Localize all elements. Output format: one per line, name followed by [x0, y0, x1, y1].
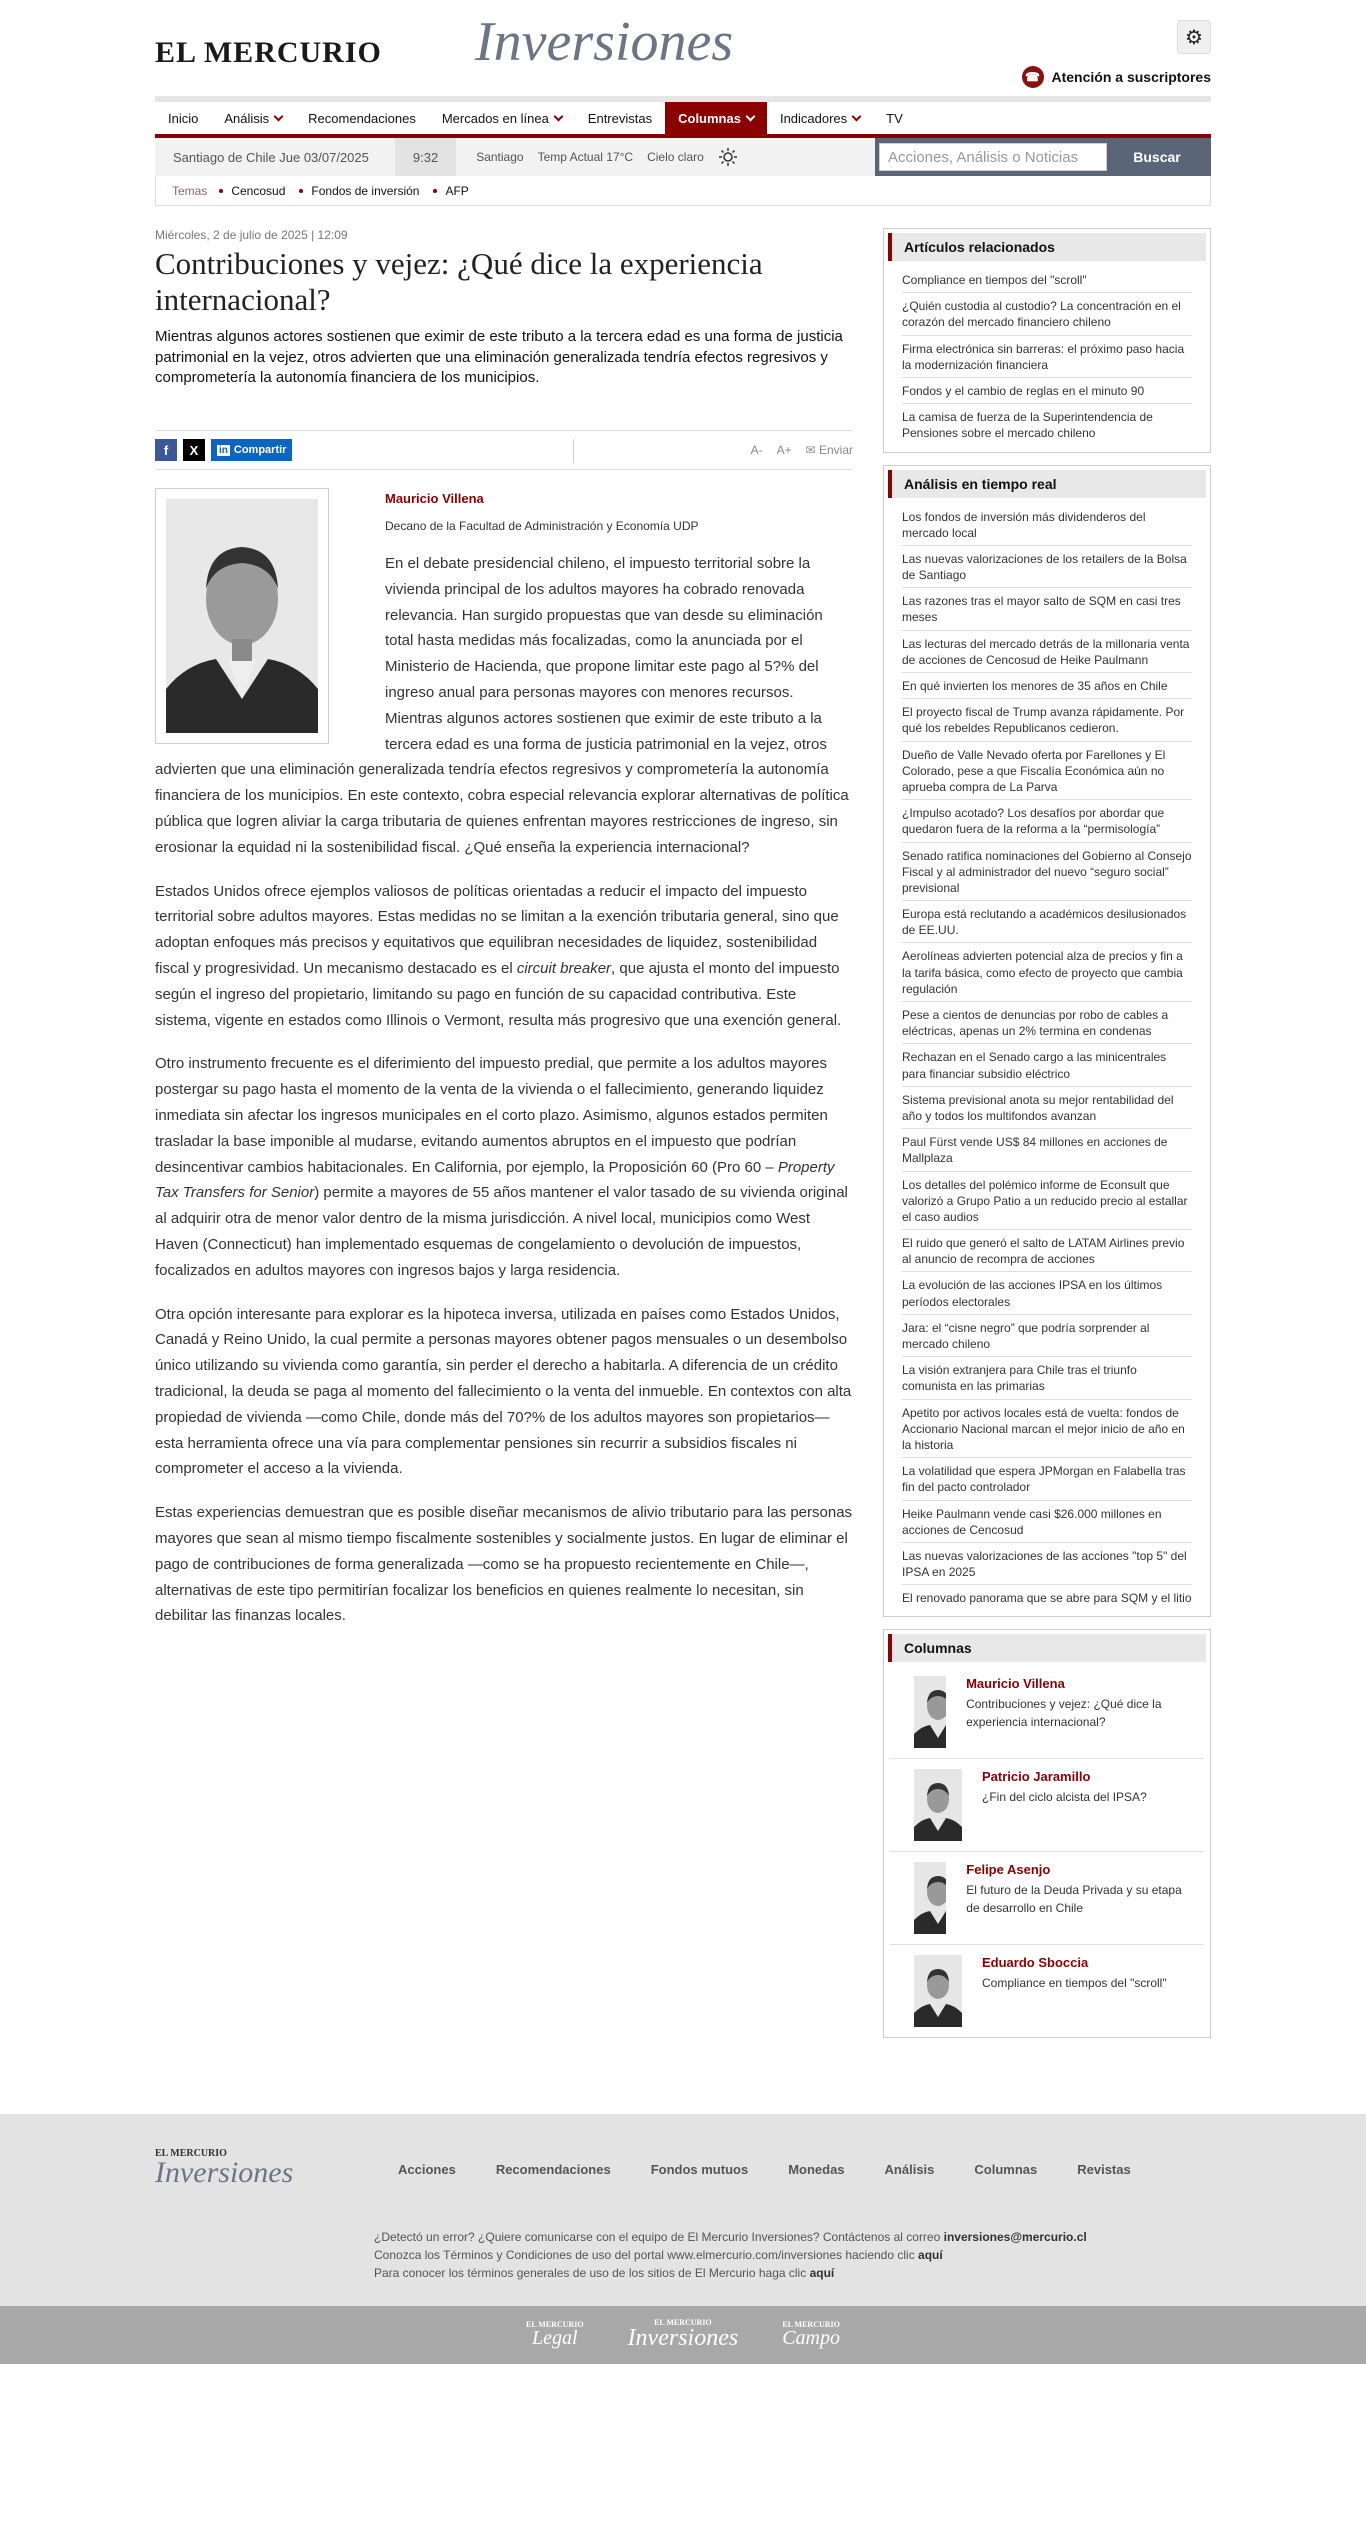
columnist-name[interactable]: Eduardo Sboccia: [982, 1955, 1089, 1971]
columnist-photo: [914, 1862, 946, 1934]
general-terms-link[interactable]: aquí: [809, 2266, 835, 2281]
bottom-bar: [0, 2306, 1366, 2364]
article-main: [155, 228, 853, 2050]
article-paragraph: En el debate presidencial chileno, el impuesto territorial sobre la vivienda principal de los adultos mayores ha cobrado renovada relevancia. Han surgido propuestas que van desde su eliminación total hasta medidas más focalizadas, como la anunciada por el Ministerio de Hacienda, que propone limitar este pago al 5?% del ingreso anual para personas mayores con menores recursos. Mientras algunos actores sostienen que eximir de este tributo a la tercera edad es una forma de justicia patrimonial en la vejez, otros advierten que una eliminación generalizada tendría efectos regresivos y comprometería la autonomía financiera de los municipios. En este contexto, cobra especial relevancia explorar alternativas de política pública que logren aliviar la carga tributaria de quienes enfrentan mayores restricciones de ingreso, sin erosionar la equidad ni la sostenibilidad fiscal. ¿Qué enseña la experiencia internacional?: [155, 555, 849, 856]
columnist-photo: [914, 1676, 946, 1748]
weather-sky: Cielo claro: [647, 150, 704, 164]
related-articles-title: Artículos relacionados: [888, 233, 1206, 261]
search-box: [875, 138, 1211, 176]
columnist-name[interactable]: Mauricio Villena: [966, 1676, 1065, 1692]
list-item[interactable]: Pese a cientos de denuncias por robo de cables a eléctricas, apenas un 2% termina en condenas: [902, 1002, 1192, 1044]
tema-tag[interactable]: Cencosud: [219, 184, 285, 198]
footer-link[interactable]: Fondos mutuos: [650, 2162, 749, 2178]
list-item[interactable]: Las lecturas del mercado detrás de la millonaria venta de acciones de Cencosud de Heike Paulmann: [902, 631, 1192, 673]
list-item[interactable]: Heike Paulmann vende casi $26.000 millones en acciones de Cencosud: [902, 1501, 1192, 1543]
atencion-label: Atención a suscriptores: [1051, 69, 1211, 85]
list-item[interactable]: Los detalles del polémico informe de Econsult que valorizó a Grupo Patio a un reducido precio al estallar el caso audios: [902, 1172, 1192, 1231]
column-title[interactable]: ¿Fin del ciclo alcista del IPSA?: [982, 1790, 1147, 1805]
list-item[interactable]: ¿Impulso acotado? Los desafíos por abordar que quedaron fuera de la reforma a la “permisología”: [902, 800, 1192, 842]
list-item[interactable]: Jara: el “cisne negro” que podría sorprender al mercado chileno: [902, 1315, 1192, 1357]
send-button[interactable]: ✉ Enviar: [805, 443, 853, 458]
column-title[interactable]: Contribuciones y vejez: ¿Qué dice la experiencia internacional?: [966, 1697, 1162, 1730]
list-item[interactable]: Apetito por activos locales está de vuelta: fondos de Accionario Nacional marcan el mejor inicio de año en la historia: [902, 1400, 1192, 1459]
font-increase-button[interactable]: A+: [776, 443, 792, 458]
search-input[interactable]: [879, 143, 1107, 171]
related-articles-list: [884, 265, 1210, 452]
chevron-down-icon: [274, 111, 284, 121]
nav-item-mercados-en-línea[interactable]: Mercados en línea: [429, 102, 575, 134]
realtime-analysis-title: Análisis en tiempo real: [888, 470, 1206, 498]
columnist-name[interactable]: Felipe Asenjo: [966, 1862, 1051, 1878]
nav-item-análisis[interactable]: Análisis: [211, 102, 295, 134]
author-photo: [166, 499, 318, 733]
search-button[interactable]: Buscar: [1133, 149, 1181, 165]
realtime-analysis-list: [884, 502, 1210, 1617]
sidebar: [883, 228, 1211, 2050]
list-item[interactable]: La visión extranjera para Chile tras el triunfo comunista en las primarias: [902, 1357, 1192, 1399]
footer-link[interactable]: Acciones: [398, 2162, 456, 2178]
columns-list: [884, 1666, 1210, 2037]
column-item[interactable]: [890, 1666, 1204, 1759]
article-title: Contribuciones y vejez: ¿Qué dice la experiencia internacional?: [155, 246, 763, 317]
footer-link[interactable]: Análisis: [884, 2162, 935, 2178]
footer-link[interactable]: Revistas: [1077, 2162, 1131, 2178]
list-item[interactable]: La volatilidad que espera JPMorgan en Falabella tras fin del pacto controlador: [902, 1458, 1192, 1500]
article-paragraph: Estados Unidos ofrece ejemplos valiosos de políticas orientadas a reducir el impacto del impuesto territorial sobre adultos mayores. Estas medidas no se limitan a la exención tributaria general, sino que adoptan enfoques más precisos y equitativos que equilibran necesidades de liquidez, sostenibilidad fiscal y progresividad. Un mecanismo destacado es el circuit breaker, que ajusta el monto del impuesto según el ingreso del propietario, limitando su pago en función de su capacidad contributiva. Este sistema, vigente en estados como Illinois o Vermont, resulta más progresivo que una exención general.: [155, 882, 842, 1029]
list-item[interactable]: Compliance en tiempos del "scroll": [902, 267, 1192, 293]
article-paragraph: Otro instrumento frecuente es el diferimiento del impuesto predial, que permite a los adultos mayores postergar su pago hasta el momento de la venta de la vivienda o el fallecimiento, generando liquidez inmediata sin afectar los ingresos municipales en el corto plazo. Asimismo, algunos estados permiten trasladar la base imponible al mudarse, evitando aumentos abruptos en el impuesto que podrían desincentivar cambios habitacionales. En California, por ejemplo, la Proposición 60 (Pro 60 – Property Tax Transfers for Senior) permite a mayores de 55 años mantener el valor tasado de su vivienda original al adquirir otra de menor valor dentro de la misma jurisdicción. A nivel local, municipios como West Haven (Connecticut) han implementado esquemas de congelamiento o devolución de impuestos, focalizados en adultos mayores con ingresos bajos y larga residencia.: [155, 1055, 848, 1279]
x-icon[interactable]: X: [183, 439, 205, 461]
list-item[interactable]: Las nuevas valorizaciones de los retailers de la Bolsa de Santiago: [902, 546, 1192, 588]
footer-link[interactable]: Columnas: [974, 2162, 1038, 2178]
columns-title: Columnas: [888, 1634, 1206, 1662]
font-decrease-button[interactable]: A-: [750, 443, 763, 458]
phone-icon: ☎: [1022, 66, 1044, 88]
el-mercurio-logo[interactable]: EL MERCURIO: [155, 36, 382, 69]
info-bar: [155, 138, 1211, 176]
bullet-icon: [433, 189, 437, 193]
list-item[interactable]: Fondos y el cambio de reglas en el minuto 90: [902, 378, 1192, 404]
footer-text: ¿Detectó un error? ¿Quiere comunicarse con el equipo de El Mercurio Inversiones? Contáctenos al correo inversiones@mercurio.cl Conozca los Términos y Condiciones de uso del portal www.elmercurio.com/inversiones haciendo clic aquí Para conocer los términos generales de uso de los sitios de El Mercurio haga clic aquí: [374, 2230, 1087, 2281]
linkedin-icon: in: [219, 444, 228, 456]
list-item[interactable]: Las razones tras el mayor salto de SQM en casi tres meses: [902, 588, 1192, 630]
column-item[interactable]: [890, 1759, 1204, 1852]
column-title[interactable]: El futuro de la Deuda Privada y su etapa de desarrollo en Chile: [966, 1883, 1182, 1916]
footer: [0, 2114, 1366, 2306]
terms-link[interactable]: aquí: [918, 2248, 943, 2263]
bottom-logo[interactable]: EL MERCURIO Legal: [526, 2320, 584, 2350]
list-item[interactable]: El ruido que generó el salto de LATAM Airlines previo al anuncio de recompra de acciones: [902, 1230, 1192, 1272]
bottom-logo[interactable]: EL MERCURIO Campo: [782, 2320, 840, 2350]
list-item[interactable]: Las nuevas valorizaciones de las acciones "top 5" del IPSA en 2025: [902, 1543, 1192, 1585]
temas-label: Temas: [172, 183, 208, 198]
chevron-down-icon: [852, 111, 862, 121]
list-item[interactable]: El proyecto fiscal de Trump avanza rápidamente. Por qué los rebeldes Republicanos cedieron.: [902, 699, 1192, 741]
article-lead: Mientras algunos actores sostienen que eximir de este tributo a la tercera edad es una forma de justicia patrimonial en la vejez, otros advierten que una eliminación generalizada tendría efectos regresivos y comprometería la autonomía financiera de los municipios.: [155, 328, 843, 386]
list-item[interactable]: Rechazan en el Senado cargo a las minicentrales para financiar subsidio eléctrico: [902, 1044, 1192, 1086]
columnist-photo: [914, 1955, 962, 2027]
list-item[interactable]: Europa está reclutando a académicos desilusionados de EE.UU.: [902, 901, 1192, 943]
author-role: Decano de la Facultad de Administración y Economía UDP: [385, 519, 699, 534]
temas-bar: [155, 176, 1211, 206]
list-item[interactable]: La camisa de fuerza de la Superintendencia de Pensiones sobre el mercado chileno: [902, 410, 1153, 441]
list-item[interactable]: Paul Fürst vende US$ 84 millones en acciones de Mallplaza: [902, 1129, 1192, 1171]
columnist-name[interactable]: Patricio Jaramillo: [982, 1769, 1091, 1785]
list-item[interactable]: Senado ratifica nominaciones del Gobierno al Consejo Fiscal y al administrador del nuevo “seguro social” previsional: [902, 843, 1192, 902]
nav-item-indicadores[interactable]: Indicadores: [767, 102, 873, 134]
list-item[interactable]: Dueño de Valle Nevado oferta por Farellones y El Colorado, pese a que Fiscalía Económica aún no aprueba compra de La Parva: [902, 742, 1192, 801]
bottom-logo[interactable]: EL MERCURIO Inversiones: [627, 2318, 739, 2352]
list-item[interactable]: Los fondos de inversión más dividenderos del mercado local: [902, 504, 1192, 546]
column-item[interactable]: [890, 1852, 1204, 1945]
city-date: Santiago de Chile Jue 03/07/2025: [173, 149, 369, 165]
list-item[interactable]: La evolución de las acciones IPSA en los últimos períodos electorales: [902, 1272, 1192, 1314]
footer-logo[interactable]: Inversiones: [155, 2156, 294, 2190]
divider: [573, 439, 574, 463]
related-articles-box: [883, 228, 1211, 453]
nav-item-recomendaciones[interactable]: Recomendaciones: [308, 110, 416, 126]
footer-links: [398, 2162, 1131, 2177]
nav-item-inicio[interactable]: Inicio: [168, 110, 199, 126]
linkedin-share-button[interactable]: in Compartir: [211, 439, 292, 461]
article-paragraph: Estas experiencias demuestran que es posible diseñar mecanismos de alivio tributario para las personas mayores que sean al mismo tiempo fiscalmente sostenibles y socialmente justos. En lugar de eliminar el pago de contribuciones de forma generalizada —como se ha propuesto recientemente en Chile—, alternativas de este tipo permitirían focalizar los beneficios en quienes realmente lo necesitan, sin debilitar las finanzas locales.: [155, 1504, 853, 1625]
chevron-down-icon: [746, 111, 756, 121]
tema-tag[interactable]: Fondos de inversión: [299, 184, 419, 198]
main-nav: [155, 96, 1211, 138]
current-time: 9:32: [395, 138, 456, 176]
list-item[interactable]: El renovado panorama que se abre para SQM y el litio: [902, 1591, 1192, 1606]
list-item[interactable]: Aerolíneas advierten potencial alza de precios y fin a la tarifa básica, como efecto de proyecto que cambia regulación: [902, 943, 1192, 1002]
weather-temp: Temp Actual 17°C: [537, 150, 634, 164]
share-bar: [155, 430, 853, 470]
sun-icon: [718, 147, 738, 167]
facebook-icon[interactable]: f: [155, 439, 177, 461]
columnist-photo: [914, 1769, 962, 1841]
nav-item-entrevistas[interactable]: Entrevistas: [587, 110, 653, 126]
nav-item-tv[interactable]: TV: [886, 110, 903, 126]
article-date: Miércoles, 2 de julio de 2025 | 12:09: [155, 228, 348, 242]
contact-email-link[interactable]: inversiones@mercurio.cl: [943, 2230, 1087, 2245]
nav-item-columnas[interactable]: Columnas: [665, 102, 767, 134]
bullet-icon: [299, 189, 303, 193]
list-item[interactable]: Sistema previsional anota su mejor rentabilidad del año y todos los multifondos avanzan: [902, 1087, 1192, 1129]
chevron-down-icon: [553, 111, 563, 121]
site-header: [155, 0, 1211, 96]
author-photo-frame: [155, 488, 329, 744]
footer-link[interactable]: Monedas: [788, 2162, 845, 2178]
article-tools: [751, 443, 853, 457]
weather-location: Santiago: [476, 150, 524, 164]
list-item[interactable]: En qué invierten los menores de 35 años en Chile: [902, 673, 1192, 699]
list-item[interactable]: Firma electrónica sin barreras: el próximo paso hacia la modernización financiera: [902, 336, 1192, 378]
column-title[interactable]: Compliance en tiempos del "scroll": [982, 1976, 1167, 1991]
gear-icon[interactable]: ⚙: [1177, 20, 1211, 54]
realtime-analysis-box: [883, 465, 1211, 1618]
inversiones-logo[interactable]: Inversiones: [475, 11, 734, 73]
atencion-suscriptores-link[interactable]: [1022, 66, 1212, 88]
list-item[interactable]: ¿Quién custodia al custodio? La concentración en el corazón del mercado financiero chileno: [902, 293, 1192, 335]
columns-box: [883, 1629, 1211, 2038]
tema-tag[interactable]: AFP: [433, 184, 468, 198]
article-body: [155, 488, 853, 1629]
column-item[interactable]: [890, 1945, 1204, 2037]
footer-link[interactable]: Recomendaciones: [495, 2162, 611, 2178]
footer-logo-small: EL MERCURIO: [155, 2148, 227, 2160]
bullet-icon: [219, 189, 223, 193]
author-name[interactable]: Mauricio Villena: [385, 491, 484, 507]
article-paragraph: Otra opción interesante para explorar es la hipoteca inversa, utilizada en países como Estados Unidos, Canadá y Reino Unido, la cual permite a personas mayores obtener pagos mensuales o un desembolso único utilizando su vivienda como garantía, sin perder el derecho a habitarla. A diferencia de un crédito tradicional, la deuda se paga al momento del fallecimiento o la venta del inmueble. En contextos con alta propiedad de vivienda —como Chile, donde más del 70?% de los adultos mayores son propietarios— esta herramienta ofrece una vía para complementar pensiones sin recurrir a subsidios fiscales ni comprometer el acceso a la vivienda.: [155, 1305, 852, 1478]
